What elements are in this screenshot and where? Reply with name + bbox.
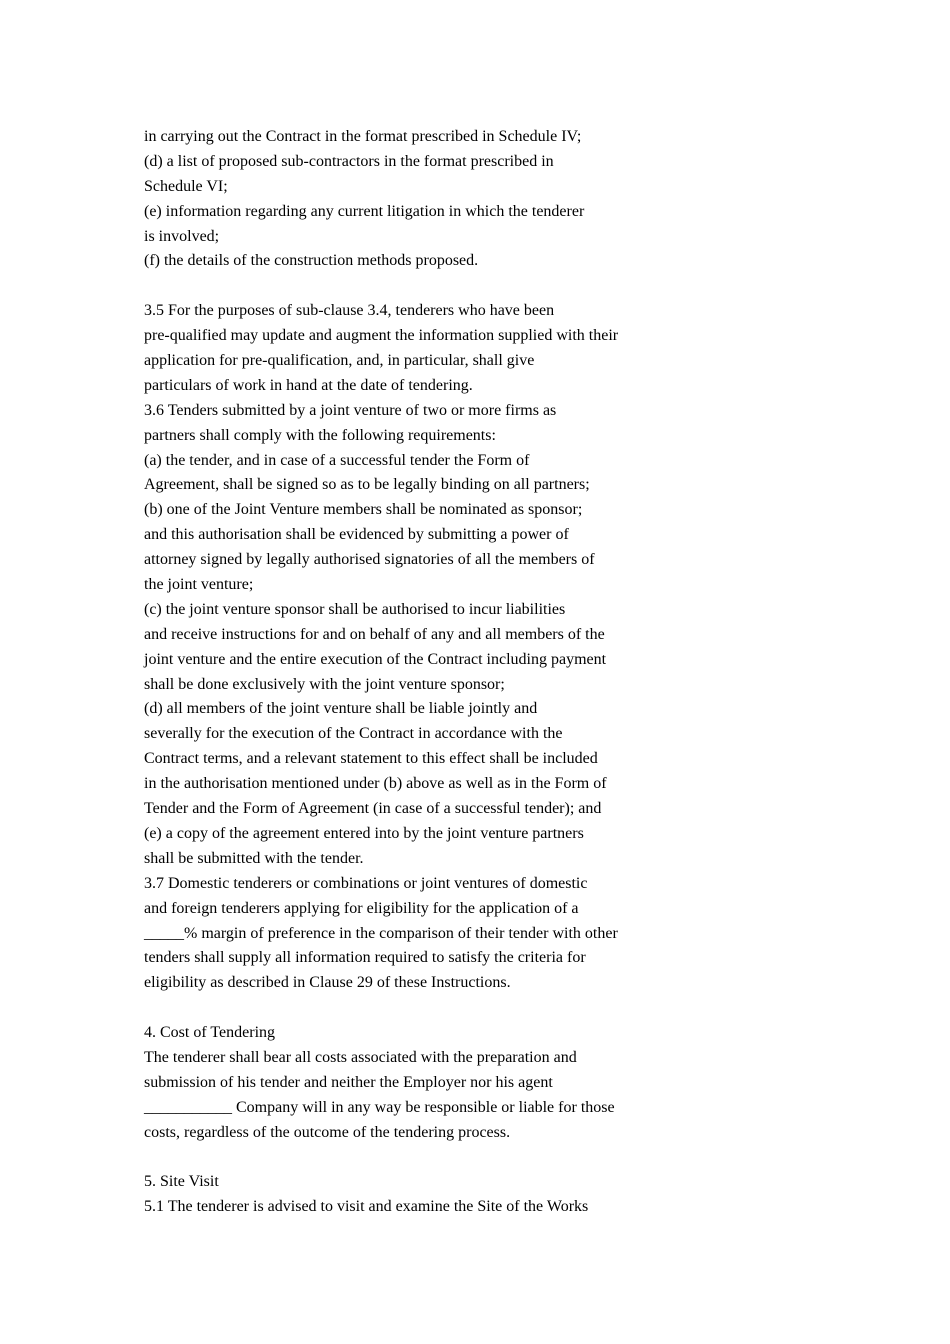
text-line: The tenderer shall bear all costs associated with the preparation and	[144, 1048, 577, 1066]
text-line: in the authorisation mentioned under (b) above as well as in the Form of	[144, 775, 607, 793]
blank-line	[144, 1146, 884, 1171]
text-line: (f) the details of the construction methods proposed.	[144, 252, 479, 270]
text-line: eligibility as described in Clause 29 of these Instructions.	[144, 974, 511, 992]
text-line: Schedule VI;	[144, 177, 228, 195]
text-line: submission of his tender and neither the Employer nor his agent	[144, 1073, 553, 1091]
text-line: joint venture and the entire execution of the Contract including payment	[144, 650, 607, 668]
text-line: 3.6 Tenders submitted by a joint venture of two or more firms as	[144, 401, 557, 419]
text-line: Agreement, shall be signed so as to be legally binding on all partners;	[144, 476, 590, 494]
text-line: tenders shall supply all information required to satisfy the criteria for	[144, 949, 586, 967]
text-line: and this authorisation shall be evidenced by submitting a power of	[144, 526, 569, 544]
text-line: pre-qualified may update and augment the information supplied with their	[144, 327, 619, 345]
blank-line	[144, 996, 884, 1021]
text-line: Contract terms, and a relevant statement to this effect shall be included	[144, 750, 598, 768]
text-line: attorney signed by legally authorised signatories of all the members of	[144, 551, 595, 569]
text-line: partners shall comply with the following requirements:	[144, 426, 496, 444]
text-line: shall be done exclusively with the joint venture sponsor;	[144, 675, 505, 693]
text-line: 3.5 For the purposes of sub-clause 3.4, tenderers who have been	[144, 302, 555, 320]
text-line: 3.7 Domestic tenderers or combinations or joint ventures of domestic	[144, 874, 588, 892]
text-line: the joint venture;	[144, 576, 254, 594]
text-line: application for pre-qualification, and, in particular, shall give	[144, 352, 535, 370]
text-line: particulars of work in hand at the date of tendering.	[144, 376, 473, 394]
text-line: and foreign tenderers applying for eligibility for the application of a	[144, 899, 579, 917]
text-line: (d) a list of proposed sub-contractors in the format prescribed in	[144, 152, 554, 170]
text-line: is involved;	[144, 227, 220, 245]
document-page	[144, 125, 884, 1220]
text-line: (b) one of the Joint Venture members shall be nominated as sponsor;	[144, 501, 583, 519]
text-line: (a) the tender, and in case of a successful tender the Form of	[144, 451, 530, 469]
text-line: _____% margin of preference in the comparison of their tender with other	[144, 924, 618, 942]
text-line: (e) a copy of the agreement entered into by the joint venture partners	[144, 824, 584, 842]
text-line: Tender and the Form of Agreement (in case of a successful tender); and	[144, 800, 602, 818]
text-line: costs, regardless of the outcome of the tendering process.	[144, 1123, 511, 1141]
text-line: (e) information regarding any current litigation in which the tenderer	[144, 202, 585, 220]
text-line: shall be submitted with the tender.	[144, 849, 364, 867]
text-line: 4. Cost of Tendering	[144, 1024, 276, 1042]
text-line: in carrying out the Contract in the format prescribed in Schedule IV;	[144, 128, 582, 145]
text-line: (c) the joint venture sponsor shall be authorised to incur liabilities	[144, 600, 566, 618]
text-line: severally for the execution of the Contract in accordance with the	[144, 725, 563, 743]
text-line: ___________ Company will in any way be responsible or liable for those	[144, 1098, 615, 1116]
text-line: (d) all members of the joint venture shall be liable jointly and	[144, 700, 538, 718]
text-line: and receive instructions for and on behalf of any and all members of the	[144, 625, 605, 643]
blank-line	[144, 274, 884, 299]
text-line: 5.1 The tenderer is advised to visit and examine the Site of the Works	[144, 1198, 589, 1216]
text-line: 5. Site Visit	[144, 1173, 219, 1191]
